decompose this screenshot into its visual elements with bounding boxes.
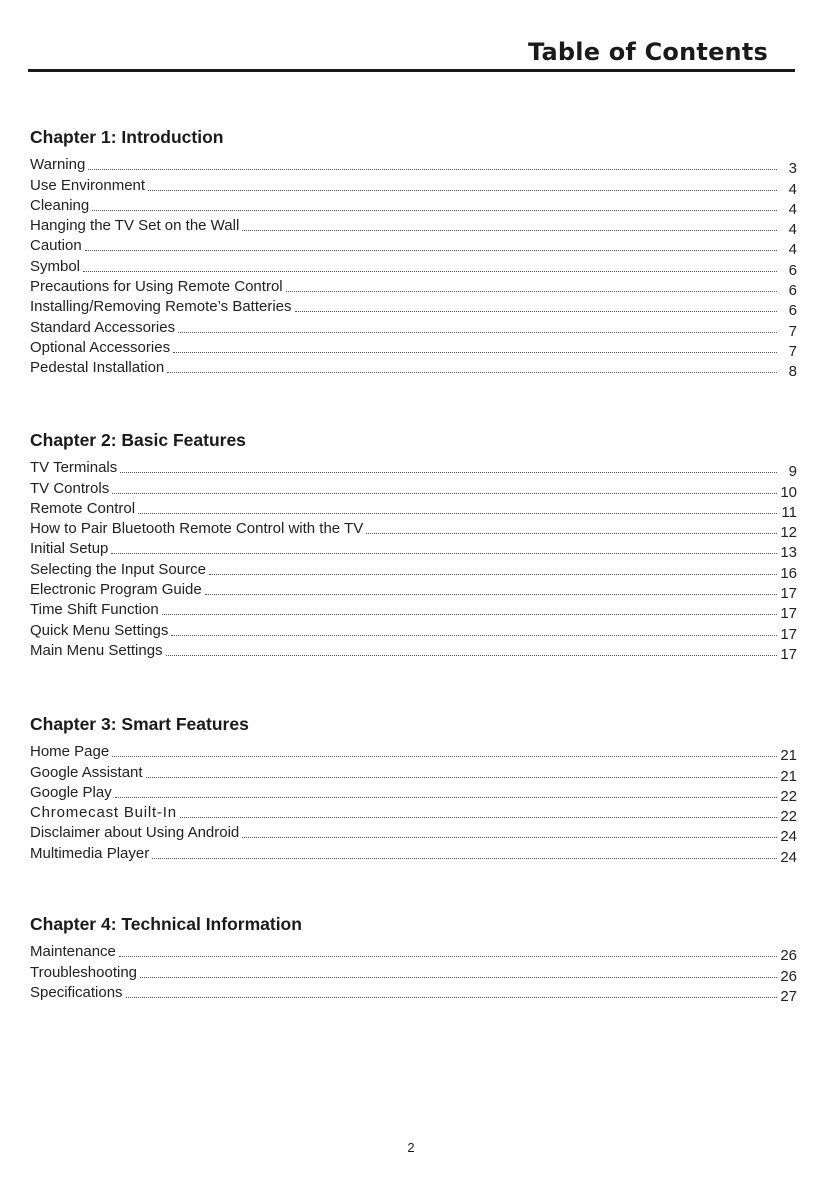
toc-entry[interactable] bbox=[30, 214, 797, 239]
toc-entry-page: 16 bbox=[780, 564, 797, 582]
toc-entry[interactable] bbox=[30, 740, 797, 765]
toc-entry[interactable] bbox=[30, 517, 797, 542]
toc-entry[interactable] bbox=[30, 254, 797, 279]
toc-entry-label: Google Play bbox=[30, 783, 112, 801]
toc-entry-page: 6 bbox=[788, 302, 797, 320]
toc-entry[interactable] bbox=[30, 639, 797, 663]
toc-entry-label: Google Assistant bbox=[30, 763, 143, 781]
toc-entry[interactable] bbox=[30, 781, 797, 805]
dot-leader bbox=[166, 653, 777, 656]
toc-entry[interactable] bbox=[30, 981, 797, 1005]
page-number: 2 bbox=[407, 1140, 415, 1155]
dot-leader bbox=[162, 612, 777, 615]
toc-entry-label: Electronic Program Guide bbox=[30, 581, 202, 599]
chapter-title: Chapter 4: Technical Information bbox=[30, 914, 302, 934]
toc-entry-page: 12 bbox=[780, 524, 797, 542]
dot-leader bbox=[111, 551, 777, 554]
dot-leader bbox=[209, 572, 777, 575]
chapter-2-section bbox=[30, 429, 797, 663]
toc-entry[interactable] bbox=[30, 315, 797, 340]
toc-entry[interactable] bbox=[30, 275, 797, 300]
toc-entry[interactable] bbox=[30, 821, 797, 846]
toc-entry-page: 26 bbox=[780, 947, 797, 965]
dot-leader bbox=[167, 370, 777, 373]
toc-entry-label: Specifications bbox=[30, 983, 123, 1001]
toc-entry-page: 4 bbox=[788, 221, 797, 239]
toc-entry-label: Pedestal Installation bbox=[30, 359, 165, 377]
toc-entry[interactable] bbox=[30, 234, 797, 259]
dot-leader bbox=[85, 248, 777, 251]
toc-entry[interactable] bbox=[30, 537, 797, 562]
toc-entry-page: 17 bbox=[780, 645, 797, 663]
toc-entry-page: 27 bbox=[780, 987, 797, 1005]
dot-leader bbox=[88, 167, 777, 170]
toc-entry-page: 21 bbox=[780, 747, 797, 765]
toc-entry-label: Multimedia Player bbox=[30, 844, 150, 862]
dot-leader bbox=[92, 208, 777, 211]
header-divider bbox=[28, 69, 795, 72]
toc-entry-page: 4 bbox=[788, 180, 797, 198]
dot-leader bbox=[205, 592, 777, 595]
toc-entry[interactable] bbox=[30, 295, 797, 320]
chapter-4-section bbox=[30, 913, 797, 1005]
dot-leader bbox=[295, 309, 777, 312]
dot-leader bbox=[83, 269, 777, 272]
page-title: Table of Contents bbox=[528, 38, 768, 66]
dot-leader bbox=[242, 228, 777, 231]
dot-leader bbox=[180, 815, 777, 818]
toc-entry-label: Maintenance bbox=[30, 943, 116, 961]
toc-entry-label: Chromecast Built-In bbox=[30, 804, 177, 822]
toc-entry-label: Disclaimer about Using Android bbox=[30, 824, 240, 842]
dot-leader bbox=[112, 491, 777, 494]
toc-entry-label: Home Page bbox=[30, 743, 110, 761]
toc-entry-label: Warning bbox=[30, 156, 86, 174]
toc-entry[interactable] bbox=[30, 940, 797, 965]
toc-entry-page: 17 bbox=[780, 605, 797, 623]
toc-entry-page: 10 bbox=[780, 483, 797, 501]
toc-entry-page: 9 bbox=[788, 463, 797, 481]
toc-entry[interactable] bbox=[30, 841, 797, 866]
toc-entry-label: Initial Setup bbox=[30, 540, 109, 558]
toc-entry[interactable] bbox=[30, 760, 797, 785]
dot-leader bbox=[112, 754, 777, 757]
dot-leader bbox=[126, 995, 777, 998]
toc-entry-label: How to Pair Bluetooth Remote Control with the TV bbox=[30, 520, 364, 538]
toc-entry-label: Optional Accessories bbox=[30, 338, 171, 356]
toc-entry-page: 3 bbox=[788, 160, 797, 178]
dot-leader bbox=[119, 954, 777, 957]
toc-entry-page: 7 bbox=[788, 342, 797, 360]
chapter-1-section bbox=[30, 126, 797, 381]
dot-leader bbox=[173, 350, 777, 353]
toc-entry[interactable] bbox=[30, 557, 797, 582]
toc-entry-label: Use Environment bbox=[30, 176, 146, 194]
toc-entry-page: 26 bbox=[780, 967, 797, 985]
toc-entry[interactable] bbox=[30, 801, 797, 826]
toc-entry[interactable] bbox=[30, 497, 797, 521]
toc-entry[interactable] bbox=[30, 578, 797, 603]
dot-leader bbox=[152, 856, 777, 859]
dot-leader bbox=[148, 188, 777, 191]
toc-entry-page: 4 bbox=[788, 241, 797, 259]
toc-entry-page: 6 bbox=[788, 261, 797, 279]
toc-entry-page: 7 bbox=[788, 322, 797, 340]
toc-entry-label: Time Shift Function bbox=[30, 601, 159, 619]
toc-entry-label: Installing/Removing Remote’s Batteries bbox=[30, 298, 292, 316]
toc-entry-label: Selecting the Input Source bbox=[30, 560, 206, 578]
toc-entry-label: TV Controls bbox=[30, 479, 110, 497]
toc-entry[interactable] bbox=[30, 153, 797, 178]
toc-entry-page: 22 bbox=[780, 787, 797, 805]
toc-entry-page: 6 bbox=[788, 282, 797, 300]
toc-entry-label: Troubleshooting bbox=[30, 963, 138, 981]
chapter-title: Chapter 3: Smart Features bbox=[30, 714, 249, 734]
dot-leader bbox=[140, 975, 777, 978]
chapter-title: Chapter 1: Introduction bbox=[30, 127, 224, 147]
toc-entry-label: Standard Accessories bbox=[30, 318, 176, 336]
toc-entry[interactable] bbox=[30, 476, 797, 501]
toc-entry-label: Precautions for Using Remote Control bbox=[30, 278, 283, 296]
toc-entry-page: 13 bbox=[780, 544, 797, 562]
dot-leader bbox=[138, 511, 777, 514]
dot-leader bbox=[120, 470, 777, 473]
toc-entry-page: 22 bbox=[780, 808, 797, 826]
chapter-3-section bbox=[30, 713, 797, 866]
toc-entry-label: Caution bbox=[30, 237, 82, 255]
toc-entry-label: TV Terminals bbox=[30, 459, 118, 477]
dot-leader bbox=[146, 775, 777, 778]
toc-entry-label: Cleaning bbox=[30, 196, 90, 214]
toc-entry-page: 24 bbox=[780, 848, 797, 866]
toc-entry[interactable] bbox=[30, 456, 797, 481]
dot-leader bbox=[286, 289, 777, 292]
toc-entry-page: 21 bbox=[780, 767, 797, 785]
toc-entry[interactable] bbox=[30, 618, 797, 643]
dot-leader bbox=[366, 531, 777, 534]
dot-leader bbox=[115, 795, 777, 798]
toc-entry-page: 17 bbox=[780, 585, 797, 603]
dot-leader bbox=[171, 633, 777, 636]
toc-entry[interactable] bbox=[30, 356, 797, 381]
dot-leader bbox=[178, 330, 777, 333]
toc-entry[interactable] bbox=[30, 336, 797, 360]
toc-entry[interactable] bbox=[30, 194, 797, 218]
toc-entry[interactable] bbox=[30, 173, 797, 198]
toc-entry[interactable] bbox=[30, 960, 797, 985]
dot-leader bbox=[242, 835, 777, 838]
toc-entry[interactable] bbox=[30, 598, 797, 623]
toc-entry-label: Symbol bbox=[30, 257, 81, 275]
toc-entry-page: 11 bbox=[781, 503, 797, 521]
toc-entry-label: Main Menu Settings bbox=[30, 641, 163, 659]
toc-entry-page: 24 bbox=[780, 828, 797, 846]
toc-entry-page: 4 bbox=[788, 200, 797, 218]
toc-entry-page: 8 bbox=[788, 363, 797, 381]
toc-entry-label: Quick Menu Settings bbox=[30, 621, 169, 639]
toc-entry-label: Remote Control bbox=[30, 499, 136, 517]
chapter-title: Chapter 2: Basic Features bbox=[30, 430, 246, 450]
toc-entry-label: Hanging the TV Set on the Wall bbox=[30, 217, 240, 235]
toc-entry-page: 17 bbox=[780, 625, 797, 643]
